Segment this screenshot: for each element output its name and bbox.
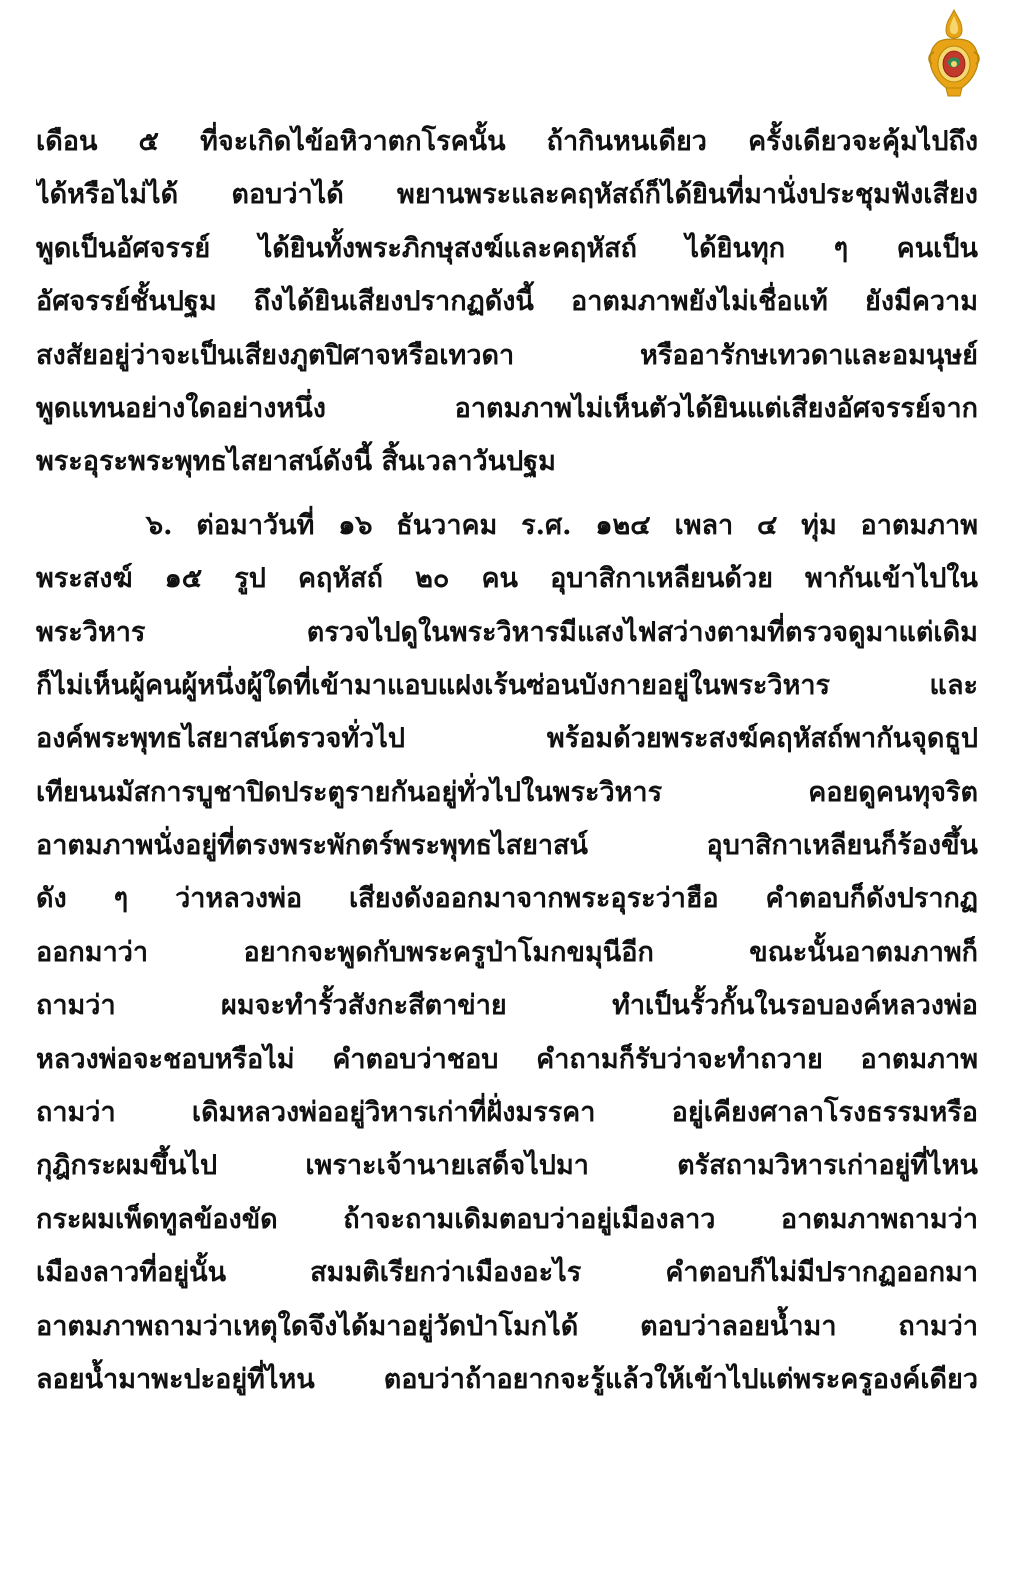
document-body [36,115,978,1406]
text-line: องค์พระพุทธไสยาสน์ตรวจทั่วไป พร้อมด้วยพระสงฆ์คฤหัสถ์พากันจุดธูป [36,723,978,755]
text-line: เทียนนมัสการบูชาปิดประตูรายกันอยู่ทั่วไปในพระวิหาร คอยดูคนทุจริต [36,776,978,808]
institutional-seal-icon [924,8,984,100]
text-line: พระสงฆ์ ๑๕ รูป คฤหัสถ์ ๒๐ คน อุบาสิกาเหลียนด้วย พากันเข้าไปใน [36,563,978,595]
text-line: ดัง ๆ ว่าหลวงพ่อ เสียงดังออกมาจากพระอุระว่าฮือ คำตอบก็ดังปรากฏ [36,883,978,915]
text-line: พูดแทนอย่างใดอย่างหนึ่ง อาตมภาพไม่เห็นตัวได้ยินแต่เสียงอัศจรรย์จาก [36,392,978,424]
text-line: หลวงพ่อจะชอบหรือไม่ คำตอบว่าชอบ คำถามก็รับว่าจะทำถวาย อาตมภาพ [36,1043,978,1075]
text-line: อาตมภาพนั่งอยู่ที่ตรงพระพักตร์พระพุทธไสยาสน์ อุบาสิกาเหลียนก็ร้องขึ้น [36,830,978,862]
text-line: ลอยน้ำมาพะปะอยู่ที่ไหน ตอบว่าถ้าอยากจะรู้แล้วให้เข้าไปแต่พระครูองค์เดียว [36,1363,978,1395]
text-line: พระวิหาร ตรวจไปดูในพระวิหารมีแสงไฟสว่างตามที่ตรวจดูมาแต่เดิม [36,616,978,648]
text-line: สงสัยอยู่ว่าจะเป็นเสียงภูตปิศาจหรือเทวดา หรืออารักษเทวดาและอมนุษย์ [36,339,978,371]
text-line: กระผมเพ็ดทูลข้องขัด ถ้าจะถามเดิมตอบว่าอยู่เมืองลาว อาตมภาพถามว่า [36,1203,978,1235]
text-line: เมืองลาวที่อยู่นั้น สมมติเรียกว่าเมืองอะไร คำตอบก็ไม่มีปรากฏออกมา [36,1257,978,1289]
text-line: อัศจรรย์ชั้นปฐม ถึงได้ยินเสียงปรากฏดังนี้ อาตมภาพยังไม่เชื่อแท้ ยังมีความ [36,286,978,318]
text-line: ๖. ต่อมาวันที่ ๑๖ ธันวาคม ร.ศ. ๑๒๔ เพลา ๔ ทุ่ม อาตมภาพ [146,509,978,541]
text-line: ได้หรือไม่ได้ ตอบว่าได้ พยานพระและคฤหัสถ์ก็ได้ยินที่มานั่งประชุมฟังเสียง [36,179,978,211]
text-line: พระอุระพระพุทธไสยาสน์ดังนี้ สิ้นเวลาวันปฐม [36,446,556,478]
text-line: ถามว่า ผมจะทำรั้วสังกะสีตาข่าย ทำเป็นรั้วกั้นในรอบองค์หลวงพ่อ [36,990,978,1022]
paragraph-2 [36,499,978,1407]
paragraph-1 [36,115,978,489]
text-line: ออกมาว่า อยากจะพูดกับพระครูป่าโมกขมุนีอีก ขณะนั้นอาตมภาพก็ [36,936,978,968]
text-line: กุฎิกระผมขึ้นไป เพราะเจ้านายเสด็จไปมา ตรัสถามวิหารเก่าอยู่ที่ไหน [36,1150,978,1182]
text-line: ถามว่า เดิมหลวงพ่ออยู่วิหารเก่าที่ฝั่งมรรคา อยู่เคียงศาลาโรงธรรมหรือ [36,1097,978,1129]
text-line: อาตมภาพถามว่าเหตุใดจึงได้มาอยู่วัดป่าโมกได้ ตอบว่าลอยน้ำมา ถามว่า [36,1310,978,1342]
text-line: ก็ไม่เห็นผู้คนผู้หนึ่งผู้ใดที่เข้ามาแอบแฝงเร้นซ่อนบังกายอยู่ในพระวิหาร และ [36,669,978,701]
text-line: เดือน ๕ ที่จะเกิดไข้อหิวาตกโรคนั้น ถ้ากินหนเดียว ครั้งเดียวจะคุ้มไปถึง [36,126,978,157]
text-line: พูดเป็นอัศจรรย์ ได้ยินทั้งพระภิกษุสงฆ์และคฤหัสถ์ ได้ยินทุก ๆ คนเป็น [36,232,978,264]
